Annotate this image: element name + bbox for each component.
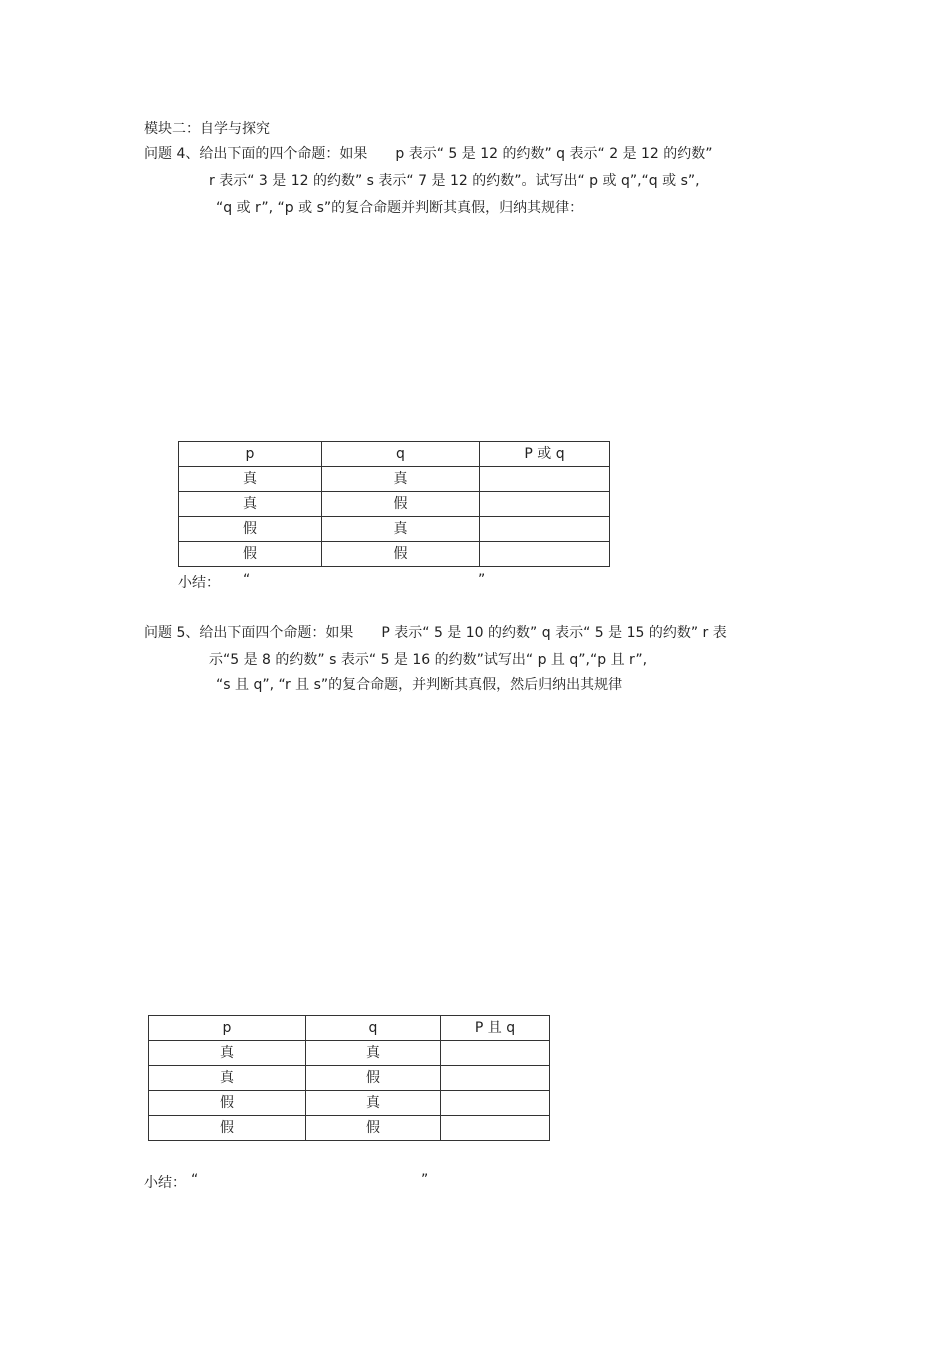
table-cell-blank: [441, 1041, 550, 1066]
table-cell-blank: [441, 1116, 550, 1141]
question-4-line-2: r 表示“ 3 是 12 的约数” s 表示“ 7 是 12 的约数”。试写出“ p 或 q”,“q 或 s”,: [209, 173, 700, 189]
table-cell: 假: [179, 517, 322, 542]
table-header-cell: P 或 q: [480, 442, 610, 467]
table-row: [179, 517, 610, 542]
table-cell: 真: [306, 1091, 441, 1116]
table-cell: 真: [149, 1066, 306, 1091]
truth-table-or: [178, 441, 610, 567]
table-row: [179, 542, 610, 567]
table-row: [149, 1116, 550, 1141]
table-cell: 真: [179, 492, 322, 517]
module-title: 模块二：自学与探究: [144, 121, 270, 137]
table-header-cell: p: [149, 1016, 306, 1041]
question-5-line-2: 示“5 是 8 的约数” s 表示“ 5 是 16 的约数”试写出“ p 且 q”,“p 且 r”,: [209, 652, 648, 668]
table-cell: 假: [322, 542, 480, 567]
table-cell-blank: [441, 1091, 550, 1116]
table-cell: 假: [322, 492, 480, 517]
summary-1-label: 小结：: [178, 575, 220, 591]
question-5-line-1: 问题 5、给出下面四个命题：如果 P 表示“ 5 是 10 的约数” q 表示“ 5 是 15 的约数” r 表: [144, 625, 727, 641]
table-header-cell: q: [306, 1016, 441, 1041]
summary-1-close-quote: ”: [478, 572, 486, 588]
table-cell-blank: [480, 517, 610, 542]
table-header-row: [149, 1016, 550, 1041]
question-5-line-3: “s 且 q”, “r 且 s”的复合命题，并判断其真假，然后归纳出其规律: [216, 677, 623, 693]
table-cell: 真: [322, 467, 480, 492]
table-header-row: [179, 442, 610, 467]
table-cell-blank: [480, 467, 610, 492]
question-4-line-3: “q 或 r”, “p 或 s”的复合命题并判断其真假，归纳其规律：: [216, 200, 584, 216]
table-row: [179, 467, 610, 492]
table-row: [149, 1091, 550, 1116]
table-header-cell: P 且 q: [441, 1016, 550, 1041]
table-header-cell: p: [179, 442, 322, 467]
table-cell-blank: [441, 1066, 550, 1091]
table-row: [149, 1066, 550, 1091]
table-cell-blank: [480, 542, 610, 567]
table-row: [149, 1041, 550, 1066]
summary-1-open-quote: “: [243, 572, 251, 588]
table-cell: 假: [149, 1116, 306, 1141]
summary-2-label: 小结：: [144, 1175, 186, 1191]
table-cell: 真: [179, 467, 322, 492]
table-cell: 假: [149, 1091, 306, 1116]
table-row: [179, 492, 610, 517]
table-cell: 假: [179, 542, 322, 567]
table-cell-blank: [480, 492, 610, 517]
table-cell: 假: [306, 1066, 441, 1091]
table-header-cell: q: [322, 442, 480, 467]
summary-2-close-quote: ”: [421, 1172, 429, 1188]
table-cell: 真: [322, 517, 480, 542]
table-cell: 真: [306, 1041, 441, 1066]
summary-2-open-quote: “: [191, 1172, 199, 1188]
table-cell: 真: [149, 1041, 306, 1066]
question-4-line-1: 问题 4、给出下面的四个命题：如果 p 表示“ 5 是 12 的约数” q 表示“ 2 是 12 的约数”: [144, 146, 713, 162]
truth-table-and: [148, 1015, 550, 1141]
table-cell: 假: [306, 1116, 441, 1141]
